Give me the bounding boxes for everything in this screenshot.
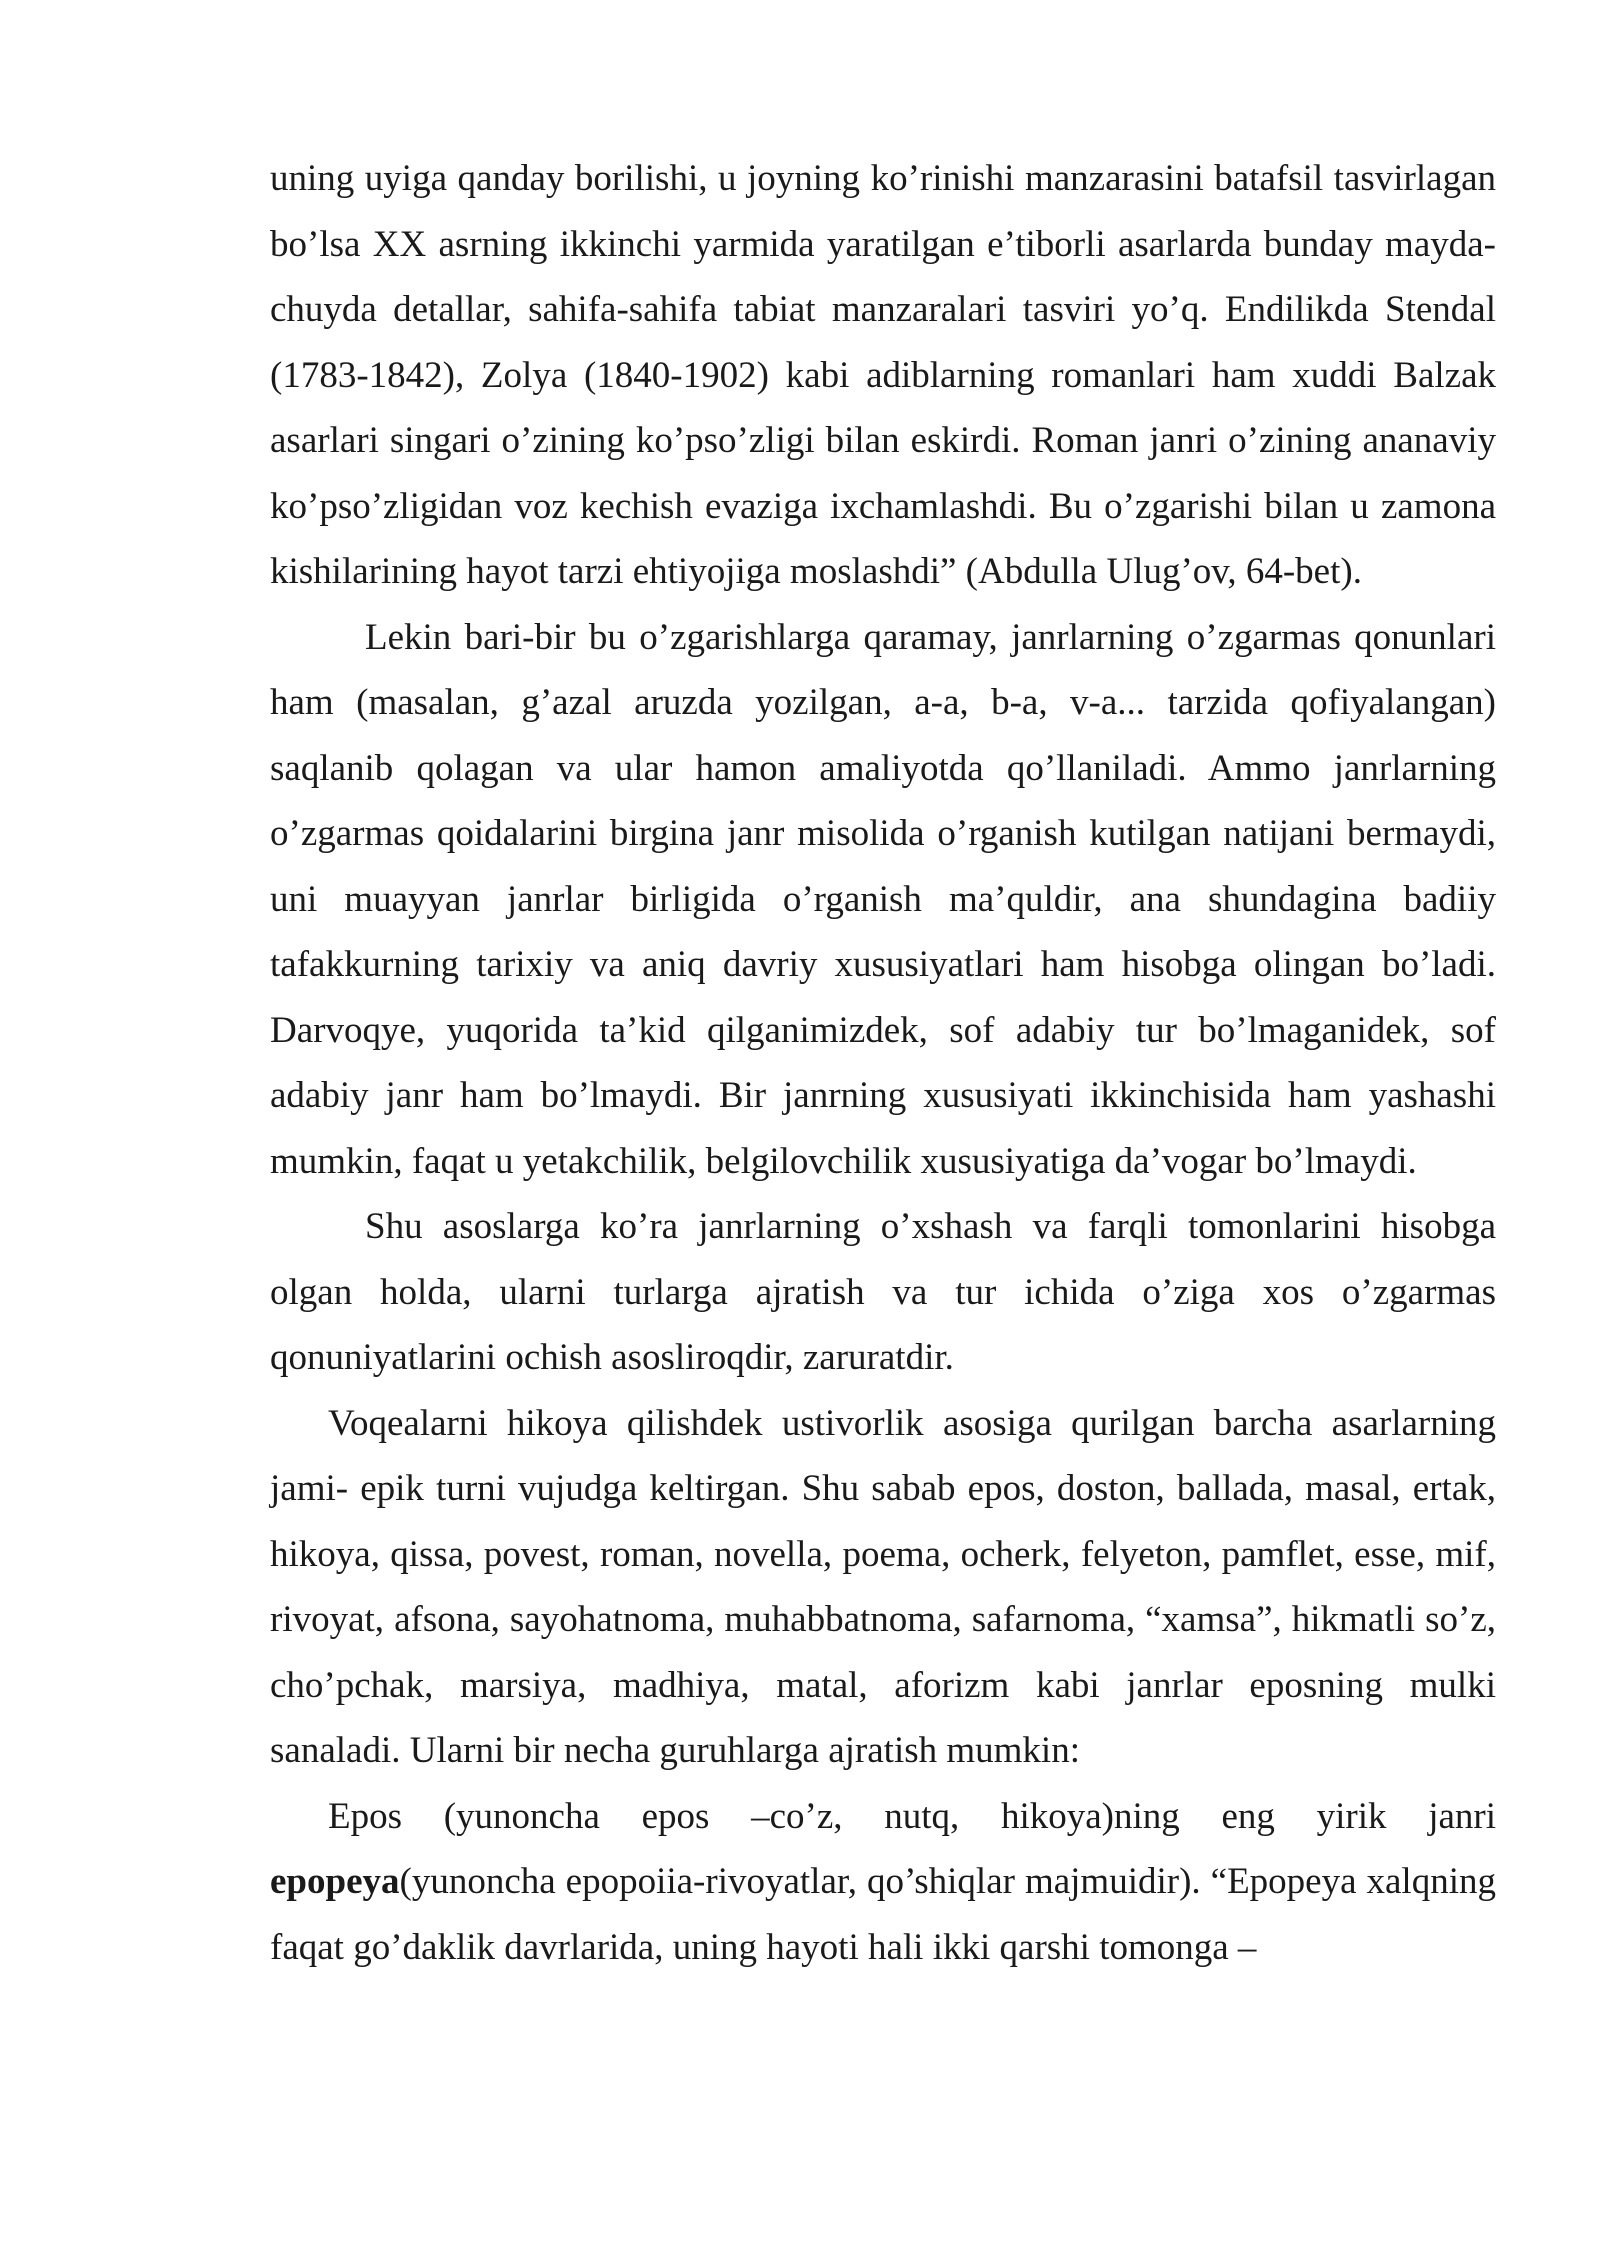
paragraph-4: Voqealarni hikoya qilishdek ustivorlik asosiga qurilgan barcha asarlarning jami- epik turni vujudga keltirgan. Shu sabab epos, doston, ballada, masal, ertak, hikoya, qissa, povest, roman, novella, poema, ocherk, felyeton, pamflet, esse, mif, rivoyat, afsona, sayohatnoma, muhabbatnoma, safarnoma, “xamsa”, hikmatli so’z, cho’pchak, marsiya, madhiya, matal, aforizm kabi janrlar eposning mulki sanaladi. Ularni bir necha guruhlarga ajratish mumkin:: [270, 1402, 1496, 1771]
paragraph-5: [270, 1784, 1496, 1981]
paragraph-5-end: (yunoncha epopoiia-rivoyatlar, qo’shiqlar majmuidir). “Epopeya xalqning faqat go’daklik davrlarida, uning hayoti hali ikki qarshi tomonga –: [270, 1861, 1496, 1968]
paragraph-3: Shu asoslarga ko’ra janrlarning o’xshash va farqli tomonlarini hisobga olgan holda, ularni turlarga ajratish va tur ichida o’ziga xos o’zgarmas qonuniyatlarini ochish asosliroqdir, zaruratdir.: [270, 1206, 1496, 1378]
paragraph-2: Lekin bari-bir bu o’zgarishlarga qaramay, janrlarning o’zgarmas qonunlari ham (masalan, g’azal aruzda yozilgan, a-a, b-a, v-a... tarzida qofiyalangan) saqlanib qolagan va ular hamon amaliyotda qo’llaniladi. Ammo janrlarning o’zgarmas qoidalarini birgina janr misolida o’rganish kutilgan natijani bermaydi, uni muayyan janrlar birligida o’rganish ma’quldir, ana shundagina badiiy tafakkurning tarixiy va aniq davriy xususiyatlari ham hisobga olingan bo’ladi. Darvoqye, yuqorida ta’kid qilganimizdek, sof adabiy tur bo’lmaganidek, sof adabiy janr ham bo’lmaydi. Bir janrning xususiyati ikkinchisida ham yashashi mumkin, faqat u yetakchilik, belgilovchilik xususiyatiga da’vogar bo’lmaydi.: [270, 616, 1496, 1182]
term-epopeya: epopeya: [270, 1861, 400, 1902]
paragraph-1: uning uyiga qanday borilishi, u joyning ko’rinishi manzarasini batafsil tasvirlagan bo’lsa XX asrning ikkinchi yarmida yaratilgan e’tiborli asarlarda bunday mayda-chuyda detallar, sahifa-sahifa tabiat manzaralari tasviri yo’q. Endilikda Stendal (1783-1842), Zolya (1840-1902) kabi adiblarning romanlari ham xuddi Balzak asarlari singari o’zining ko’pso’zligi bilan eskirdi. Roman janri o’zining ananaviy ko’pso’zligidan voz kechish evaziga ixchamlashdi. Bu o’zgarishi bilan u zamona kishilarining hayot tarzi ehtiyojiga moslashdi” (Abdulla Ulug’ov, 64-bet).: [270, 158, 1496, 592]
document-page: [270, 146, 1496, 1980]
paragraph-5-start: Epos (yunoncha epos –co’z, nutq, hikoya)ning eng yirik janri: [328, 1795, 1496, 1837]
